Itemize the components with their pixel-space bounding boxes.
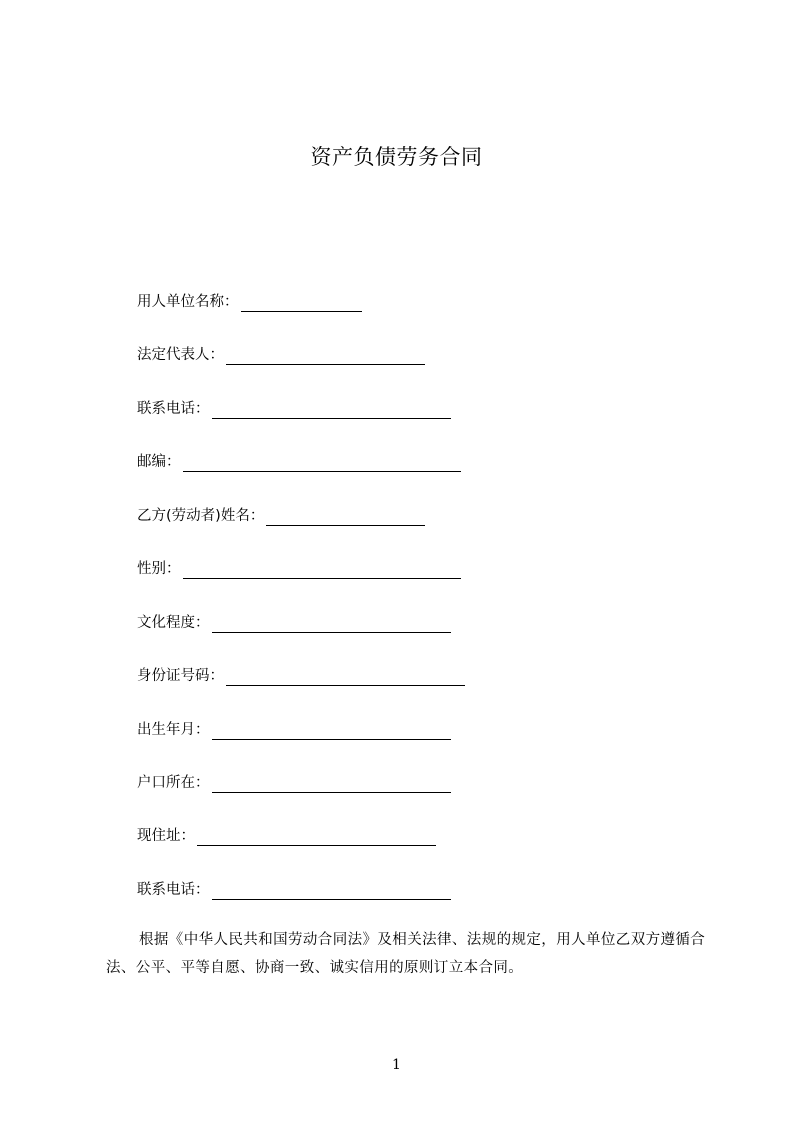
gender-blank[interactable] [183,560,461,579]
field-gender [137,555,461,579]
field-label: 身份证号码： [137,668,224,684]
id-number-blank[interactable] [226,667,465,686]
employer-name-blank[interactable] [241,293,362,312]
field-label: 文化程度： [137,615,210,631]
contract-preamble: 根据《中华人民共和国劳动合同法》及相关法律、法规的规定，用人单位乙双方遵循合法、公平、平等自愿、协商一致、诚实信用的原则订立本合同。 [106,932,706,976]
field-household-registration [137,769,451,793]
worker-name-blank[interactable] [266,507,425,526]
birth-date-blank[interactable] [212,721,451,740]
field-label: 用人单位名称： [137,294,239,310]
field-postcode [137,448,461,472]
postcode-blank[interactable] [183,453,461,472]
household-registration-blank[interactable] [212,774,451,793]
document-title: 资产负债劳务合同 [310,145,483,169]
field-id-number [137,662,465,686]
field-label: 法定代表人： [137,347,224,363]
field-employer-phone [137,395,451,419]
legal-representative-blank[interactable] [226,346,425,365]
field-label: 联系电话： [137,882,210,898]
page-number: 1 [392,1057,401,1073]
current-address-blank[interactable] [197,827,436,846]
employer-phone-blank[interactable] [212,400,451,419]
education-blank[interactable] [212,614,451,633]
field-label: 出生年月： [137,722,210,738]
field-label: 乙方(劳动者)姓名： [137,508,265,524]
field-birth-date [137,716,451,740]
field-label: 联系电话： [137,401,210,417]
field-label: 邮编： [137,454,181,470]
field-label: 户口所在： [137,775,210,791]
field-education [137,609,451,633]
field-worker-name [137,502,425,526]
field-label: 性别： [137,561,181,577]
field-employer-name [137,288,362,312]
field-worker-phone [137,876,451,900]
worker-phone-blank[interactable] [212,881,451,900]
field-label: 现住址： [137,828,195,844]
field-legal-representative [137,341,425,365]
field-current-address [137,822,436,846]
